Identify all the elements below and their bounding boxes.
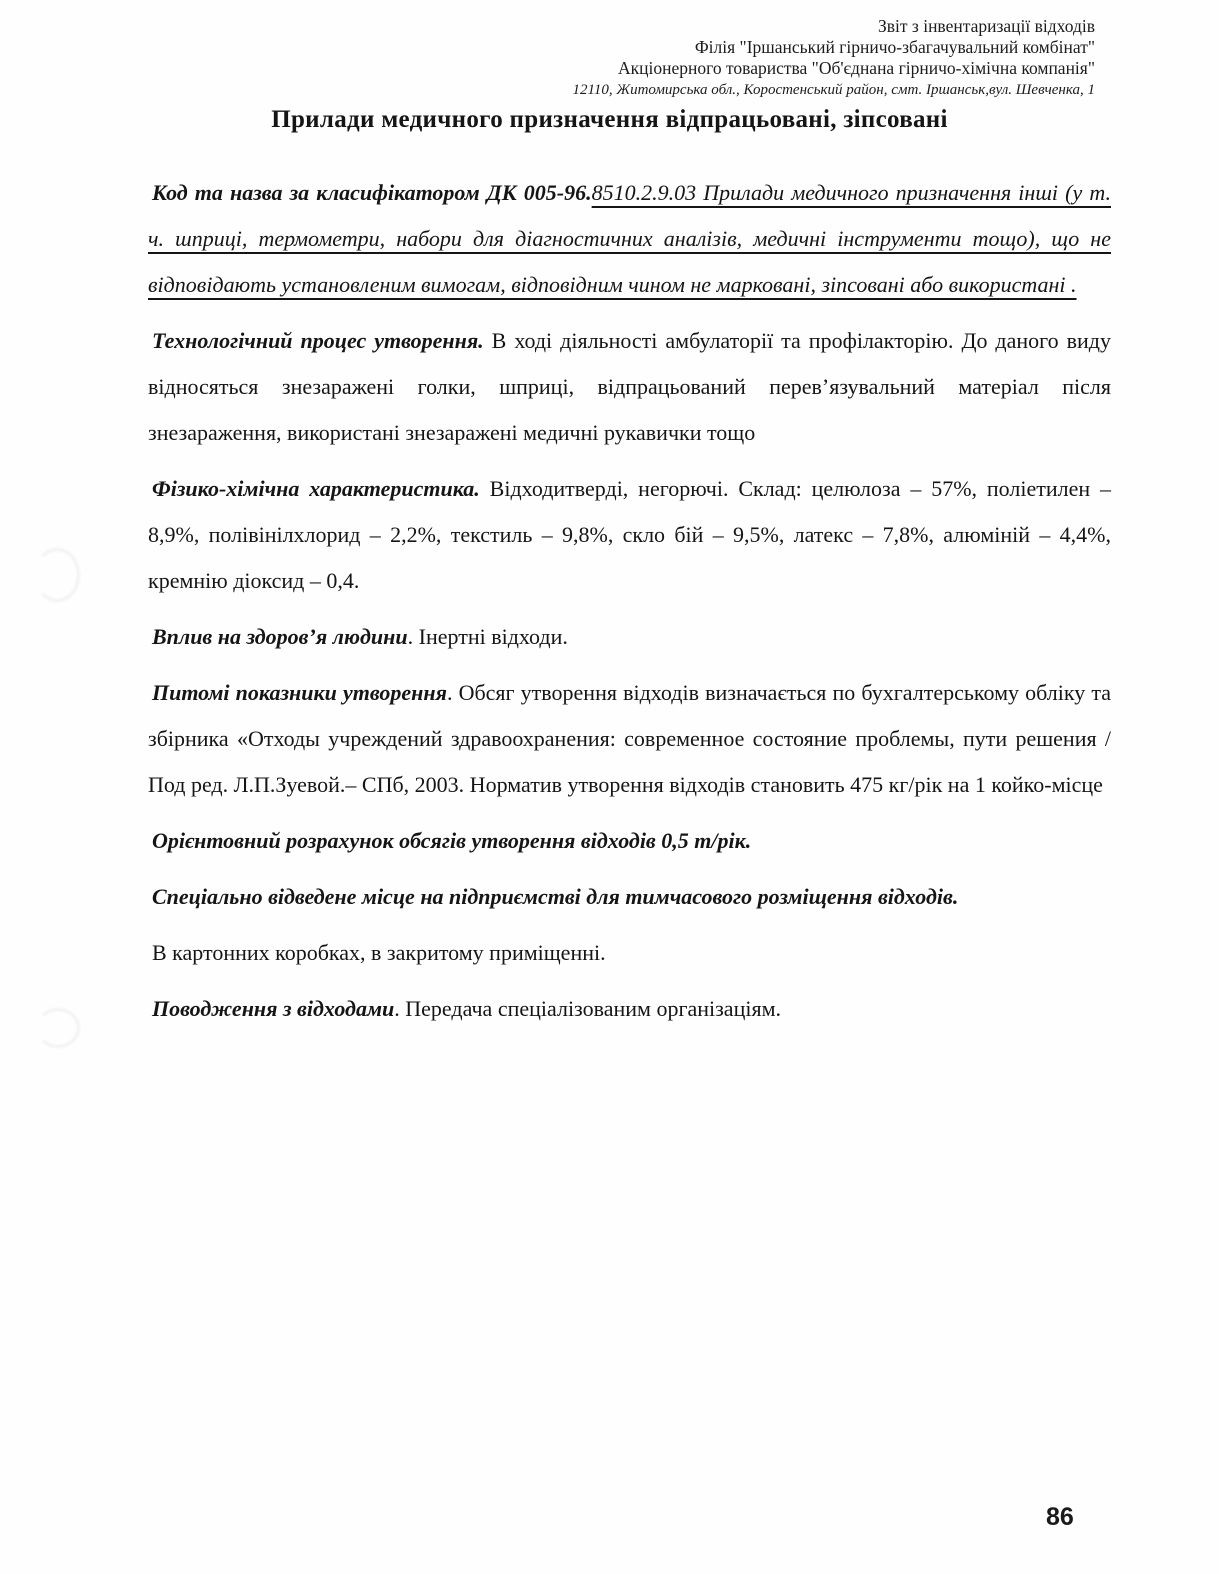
document-header	[572, 16, 1095, 101]
header-address: 12110, Житомирська обл., Коростенський район, смт. Іршанськ,вул. Шевченка, 1	[572, 82, 1095, 98]
process-paragraph	[148, 318, 1111, 456]
header-company-name: Акціонерного товариства "Об'єднана гірничо-хімічна компанія"	[618, 58, 1095, 78]
specific-lead: Питомі показники утворення	[152, 680, 447, 705]
handling-text: . Передача спеціалізованим організаціям.	[394, 996, 781, 1021]
classifier-code-text: 8510.2.9.03 Прилади медичного призначення інші (у т. ч. шприці, термометри, набори для діагностичних аналізів, медичні інструменти тощо), що не відповідають установленим вимогам, відповідним чином не марковані, зіпсовані або використані .	[148, 180, 1111, 297]
storage-paragraph	[148, 874, 1111, 920]
header-report-title: Звіт з інвентаризації відходів	[878, 16, 1095, 36]
physchem-paragraph	[148, 466, 1111, 604]
specific-text: . Обсяг утворення відходів визначається по бухгалтерському обліку та збірника «Отходы учреждений здравоохранения: современное состояние проблемы, пути решения / Под ред. Л.П.Зуевой.– СПб, 2003. Норматив утворення відходів становить 475 кг/рік на 1 койко-місце	[148, 680, 1111, 797]
storage-detail-text: В картонних коробках, в закритому приміщенні.	[152, 940, 606, 965]
estimate-lead: Орієнтовний розрахунок обсягів утворення відходів 0,5 т/рік.	[152, 828, 752, 853]
storage-lead: Спеціально відведене місце на підприємстві для тимчасового розміщення відходів.	[152, 884, 959, 909]
header-branch-name: Філія "Іршанський гірничо-збагачувальний комбінат"	[694, 37, 1095, 57]
physchem-text: Відходитверді, негорючі. Склад: целюлоза – 57%, поліетилен – 8,9%, полівінілхлорид – 2,2%, текстиль – 9,8%, скло бій – 9,5%, латекс – 7,8%, алюміній – 4,4%, кремнію діоксид – 0,4.	[148, 476, 1112, 593]
scan-artifact	[34, 548, 80, 602]
specific-paragraph	[148, 670, 1111, 808]
scan-artifact	[36, 1008, 80, 1048]
document-body	[148, 170, 1111, 1042]
classifier-lead: Код та назва за класифікатором ДК 005-96.	[152, 180, 592, 205]
handling-paragraph	[148, 986, 1111, 1032]
estimate-paragraph	[148, 818, 1111, 864]
health-paragraph	[148, 614, 1111, 660]
health-text: . Інертні відходи.	[407, 624, 568, 649]
process-text: В ході діяльності амбулаторії та профілакторію. До даного виду відносяться знезаражені голки, шприці, відпрацьований перев’язувальний матеріал після знезараження, використані знезаражені медичні рукавички тощо	[148, 328, 1111, 445]
process-lead: Технологічний процес утворення.	[152, 328, 484, 353]
page-number: 86	[1046, 1503, 1074, 1531]
physchem-lead: Фізико-хімічна характеристика.	[152, 476, 480, 501]
health-lead: Вплив на здоров’я людини	[152, 624, 408, 649]
page-title: Прилади медичного призначення відпрацьовані, зіпсовані	[271, 106, 948, 133]
classifier-paragraph	[148, 170, 1111, 308]
storage-detail-paragraph	[148, 930, 1111, 976]
handling-lead: Поводження з відходами	[152, 996, 395, 1021]
